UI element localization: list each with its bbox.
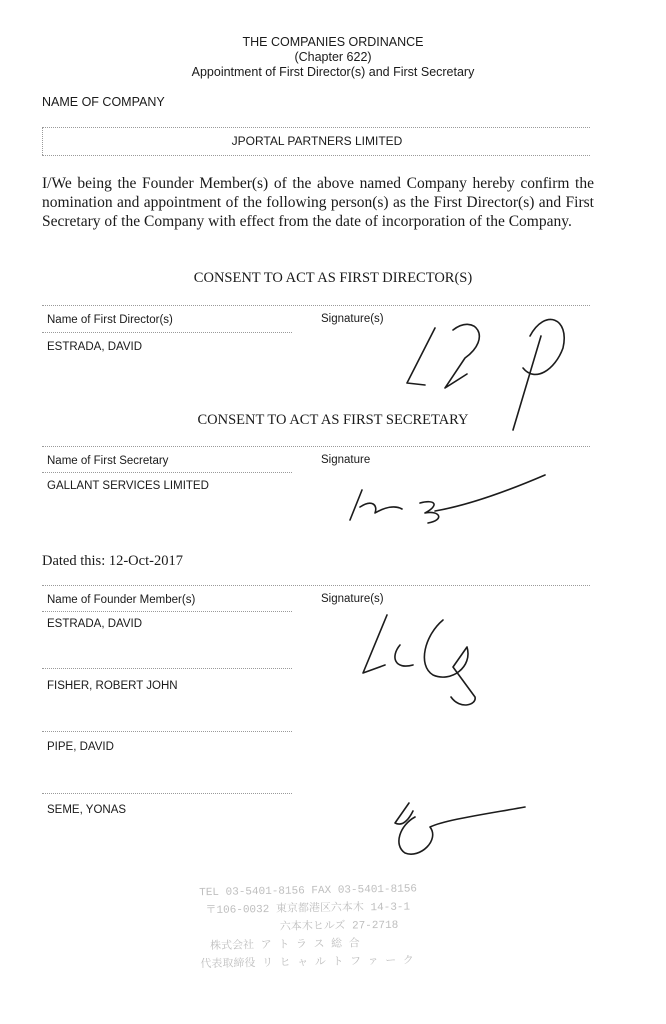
secretary-rule-mid xyxy=(42,472,292,473)
secretary-name: GALLANT SERVICES LIMITED xyxy=(47,480,209,492)
founder-name-2: FISHER, ROBERT JOHN xyxy=(47,680,178,692)
director-name-1: ESTRADA, DAVID xyxy=(47,341,142,353)
founders-rule-2 xyxy=(42,668,292,669)
directors-rule-mid xyxy=(42,332,292,333)
company-name-label: NAME OF COMPANY xyxy=(42,95,165,109)
founders-rule-3 xyxy=(42,731,292,732)
secretary-rule-top xyxy=(42,446,590,447)
founder-name-3: PIPE, DAVID xyxy=(47,741,114,753)
directors-rule-top xyxy=(42,305,590,306)
director-signature-label: Signature(s) xyxy=(321,313,384,325)
form-title: Appointment of First Director(s) and First Secretary xyxy=(191,65,475,79)
chapter-number: (Chapter 622) xyxy=(294,50,372,64)
company-box-top xyxy=(42,127,590,128)
company-box-bottom xyxy=(42,155,590,156)
founder-name-label: Name of Founder Member(s) xyxy=(47,594,196,606)
directors-section-title: CONSENT TO ACT AS FIRST DIRECTOR(S) xyxy=(193,270,473,286)
secretary-section-title: CONSENT TO ACT AS FIRST SECRETARY xyxy=(197,412,469,428)
ordinance-title: THE COMPANIES ORDINANCE xyxy=(242,35,424,49)
founder-declaration: I/We being the Founder Member(s) of the above named Company hereby confirm the nomination and appointment of the following person(s) as the First Director(s) and First Secretary of the Company with effect from the date of incorporation of the Company. xyxy=(42,175,594,230)
founder-signature-label: Signature(s) xyxy=(321,593,384,605)
founder-signature-estrada xyxy=(355,605,495,715)
secretary-signature-label: Signature xyxy=(321,454,371,466)
founder-signature-seme xyxy=(385,795,535,865)
founders-rule-mid xyxy=(42,611,292,612)
founders-rule-4 xyxy=(42,793,292,794)
dated-line: Dated this: 12-Oct-2017 xyxy=(42,553,183,569)
company-seal-stamp: TEL 03-5401-8156 FAX 03-5401-8156 〒106-0032 東京都港区六本木 14-3-1 六本木ヒルズ 27-2718 株式会社 ア ト ラ ス 総 合 代表取締役 リ ヒ ャ ル ト フ ァ ー ク xyxy=(199,883,418,972)
company-name-value: JPORTAL PARTNERS LIMITED xyxy=(231,134,403,148)
founders-rule-top xyxy=(42,585,590,586)
founder-name-1: ESTRADA, DAVID xyxy=(47,618,142,630)
founder-name-4: SEME, YONAS xyxy=(47,804,127,816)
director-name-label: Name of First Director(s) xyxy=(47,314,173,326)
secretary-name-label: Name of First Secretary xyxy=(47,455,169,467)
secretary-signature xyxy=(340,465,560,530)
